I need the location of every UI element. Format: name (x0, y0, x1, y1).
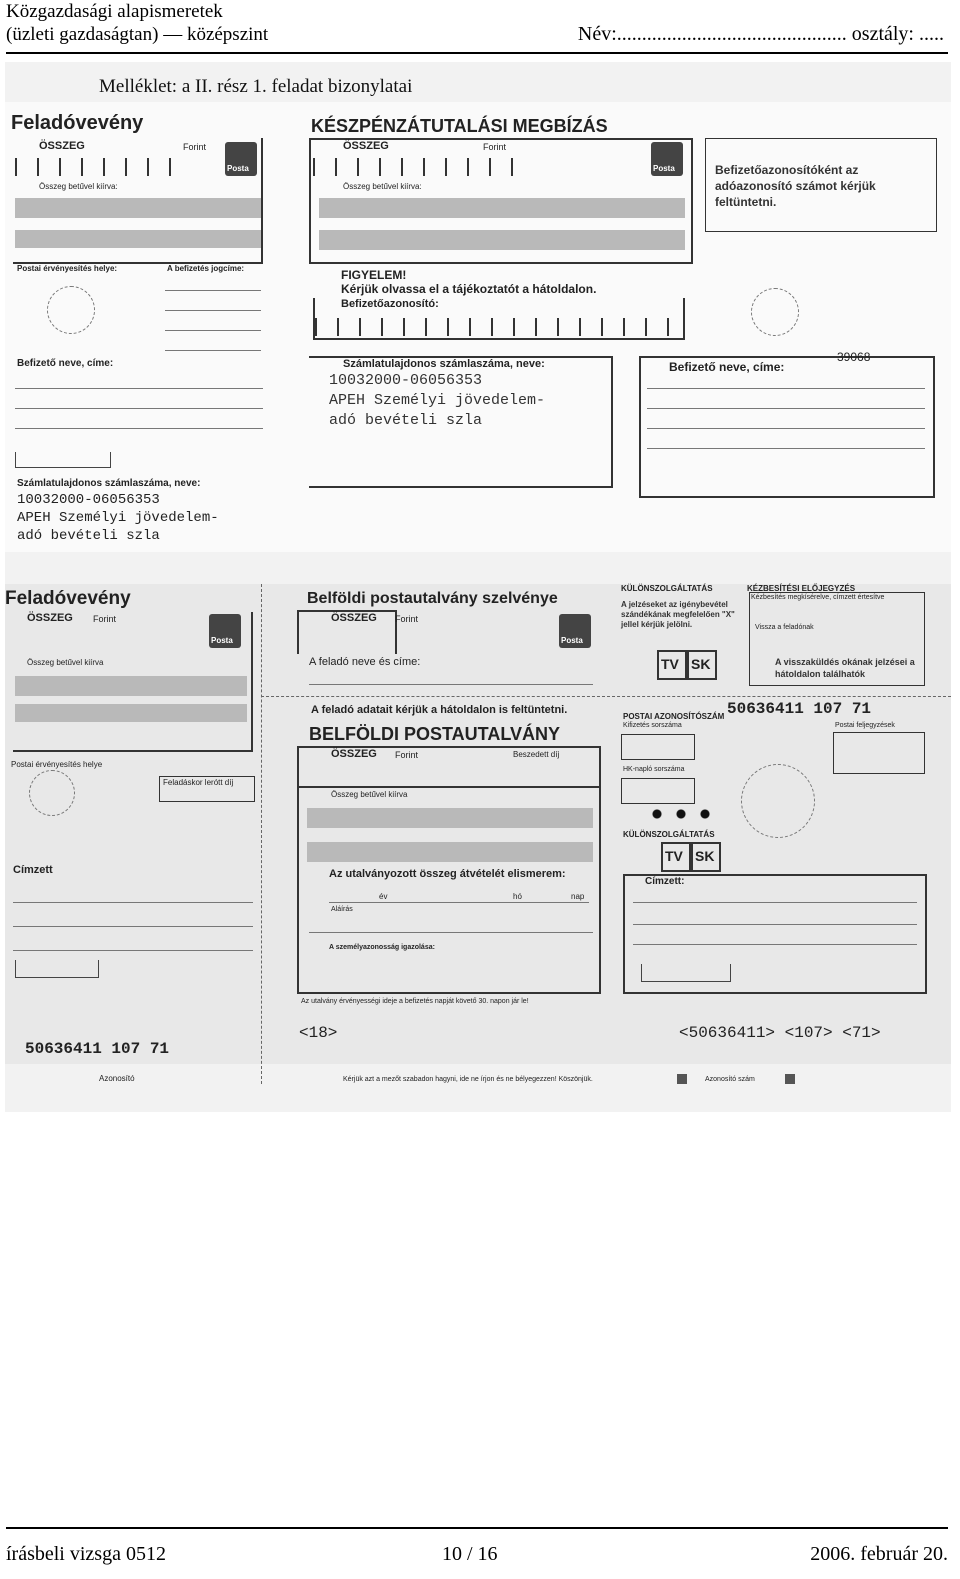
exam-code: írásbeli vizsga 0512 (6, 1543, 166, 1565)
bullet-dots (645, 808, 715, 820)
posta-logo: Posta (225, 142, 257, 176)
exam-date: 2006. február 20. (810, 1543, 948, 1565)
form1-title: KÉSZPÉNZÁTUTALÁSI MEGBÍZÁS (311, 116, 608, 136)
page-number: 10 / 16 (442, 1543, 498, 1565)
stamp-circle (47, 286, 95, 334)
scanned-forms-image (5, 62, 951, 1112)
stamp-circle (751, 288, 799, 336)
page-footer (6, 1527, 948, 1575)
form-kp-atutalas: Feladóvevény ÖSSZEG Forint Posta Összeg betűvel kiírva: Postai érvényesítés helye: A befizetés jogcíme: Befizető neve, címe: Számlatulajdonos számlaszáma, neve: 10032000-06056353 APEH Személyi jövedelem- adó bevételi szla KÉSZPÉNZÁTUTALÁSI MEGBÍZÁS ÖSSZEG Forint Posta Összeg betűvel kiírva: Befizetőazonosítóként az adóazonosító számot kérjük feltüntetni. FIGYELEM! Kérjük olvassa el a tájékoztatót a hátoldalon. Befizetőazonosító: Számlatulajdonos számlaszáma, neve: 10032000-06056353 APEH Személyi jövedelem- adó bevételi szla Befizető neve, címe: 39068 (5, 102, 951, 552)
form2-title: BELFÖLDI POSTAUTALVÁNY (309, 724, 560, 744)
account-number: 10032000-06056353 (329, 372, 483, 389)
subject-title: Közgazdasági alapismeretek (6, 1, 223, 22)
code-right: <50636411> <107> <71> (679, 1024, 881, 1042)
code-left: <18> (299, 1024, 338, 1042)
left-azonosito: 50636411 107 71 (25, 1040, 170, 1058)
name-class-field: Név:.............................................. osztály: ..... (577, 23, 944, 45)
subject-subtitle: (üzleti gazdaságtan) — középszint (6, 24, 269, 45)
appendix-title: Melléklet: a II. rész 1. feladat bizonylatai (99, 76, 413, 97)
page-header (6, 0, 948, 54)
posta-logo: Posta (651, 142, 683, 176)
befizeto-info: Befizetőazonosítóként az adóazonosító számot kérjük feltüntetni. (715, 163, 876, 209)
postai-azonosito-value: 50636411 107 71 (727, 700, 872, 718)
form-postautalvany: Feladóvevény ÖSSZEG Forint Posta Összeg betűvel kiírva Postai érvényesítés helye Feladáskor lerótt díj Címzett 50636411 107 71 Azonosító Belföldi postautalvány szelvénye ÖSSZEG Forint Posta A feladó neve és címe: KÜLÖNSZOLGÁLTATÁS A jelzéseket az igénybevétel szándékának megfelelően "X" jellel kérjük jelölni. TV SK KÉZBESÍTÉSI ELŐJEGYZÉS Kézbesítés megkísérelve, címzett értesítve Vissza a feladónak A visszaküldés okának jelzései a hátoldalon találhatók A feladó adatait kérjük a hátoldalon is feltüntetni. BELFÖLDI POSTAUTALVÁNY ÖSSZEG Forint Beszedett díj POSTAI AZONOSÍTÓSZÁM 50636411 107 71 Kifizetés sorszáma Postai feljegyzések HK-napló sorszáma KÜLÖNSZOLGÁLTATÁS TV SK Összeg betűvel kiírva Az utalványozott összeg átvételét elismerem: év hó nap Aláírás A személyazonosság igazolása: Címzett: Az utalvány érvényességi ideje a befizetés napját követő 30. napon jár le! <18> <50636411> <107> <71> Kérjük azt a mezőt szabadon hagyni, ide ne írjon és ne bélyegezzen! Köszönjük. Azonosító szám (5, 584, 951, 1064)
stub-title: Feladóvevény (11, 112, 144, 134)
